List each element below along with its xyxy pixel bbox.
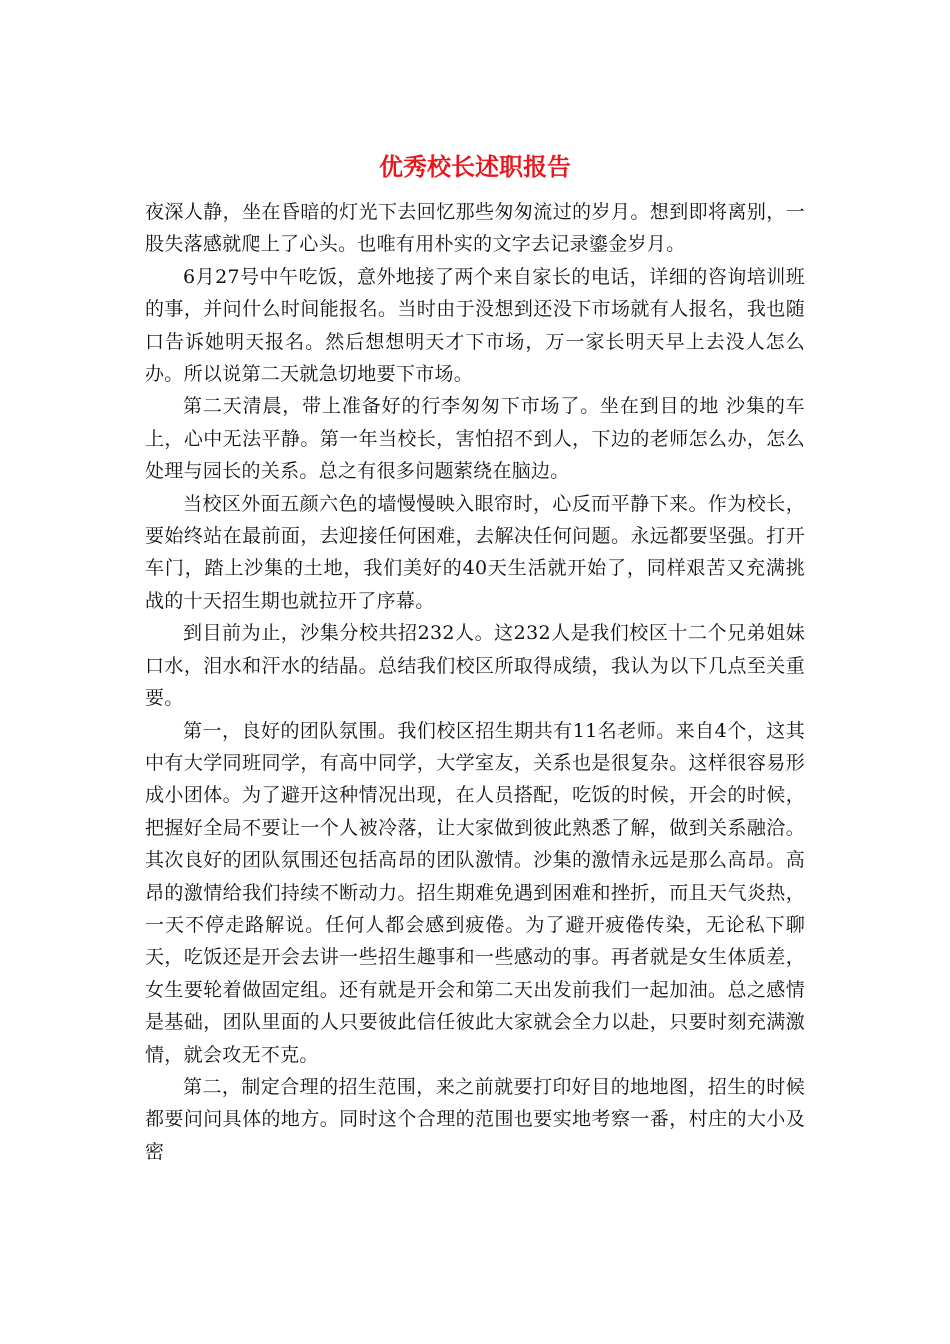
paragraph-second-day: 第二天清晨，带上准备好的行李匆匆下市场了。坐在到目的地 沙集的车上，心中无法平静。第一年当校长，害怕招不到人，下边的老师怎么办，怎么处理与园长的关系。总之有很多问题萦绕在脑边。 (145, 395, 805, 483)
paragraph-recruit-range: 第二，制定合理的招生范围，来之前就要打印好目的地地图，招生的时候都要问问具体的地方。同时这个合理的范围也要实地考察一番，村庄的大小及密 (145, 1075, 805, 1163)
document-title: 优秀校长述职报告 (379, 152, 571, 181)
paragraph-phone-calls: 6月27号中午吃饭，意外地接了两个来自家长的电话，详细的咨询培训班的事，并问什么时间能报名。当时由于没想到还没下市场就有人报名，我也随口告诉她明天报名。然后想想明天才下市场，万一家长明天早上去没人怎么办。所以说第二天就急切地要下市场。 (145, 265, 805, 386)
paragraph-enrollment-result: 到目前为止，沙集分校共招232人。这232人是我们校区十二个兄弟姐妹口水，泪水和汗水的结晶。总结我们校区所取得成绩，我认为以下几点至关重要。 (145, 622, 805, 710)
document-body (145, 196, 805, 1168)
paragraph-team-atmosphere: 第一，良好的团队氛围。我们校区招生期共有11名老师。来自4个，这其中有大学同班同学，有高中同学，大学室友，关系也是很复杂。这样很容易形成小团体。为了避开这种情况出现，在人员搭配，吃饭的时候，开会的时候，把握好全局不要让一个人被冷落，让大家做到彼此熟悉了解，做到关系融洽。其次良好的团队氛围还包括高昂的团队激情。沙集的激情永远是那么高昂。高昂的激情给我们持续不断动力。招生期难免遇到困难和挫折，而且天气炎热，一天不停走路解说。任何人都会感到疲倦。为了避开疲倦传染，无论私下聊天，吃饭还是开会去讲一些招生趣事和一些感动的事。再者就是女生体质差，女生要轮着做固定组。还有就是开会和第二天出发前我们一起加油。总之感情是基础，团队里面的人只要彼此信任彼此大家就会全力以赴，只要时刻充满激情，就会攻无不克。 (145, 719, 805, 1066)
paragraph-arrival: 当校区外面五颜六色的墙慢慢映入眼帘时，心反而平静下来。作为校长，要始终站在最前面，去迎接任何困难，去解决任何问题。永远都要坚强。打开车门，踏上沙集的土地，我们美好的40天生活就开始了，同样艰苦又充满挑战的十天招生期也就拉开了序幕。 (145, 492, 805, 612)
paragraph-intro: 夜深人静，坐在昏暗的灯光下去回忆那些匆匆流过的岁月。想到即将离别，一股失落感就爬上了心头。也唯有用朴实的文字去记录鎏金岁月。 (145, 201, 805, 256)
